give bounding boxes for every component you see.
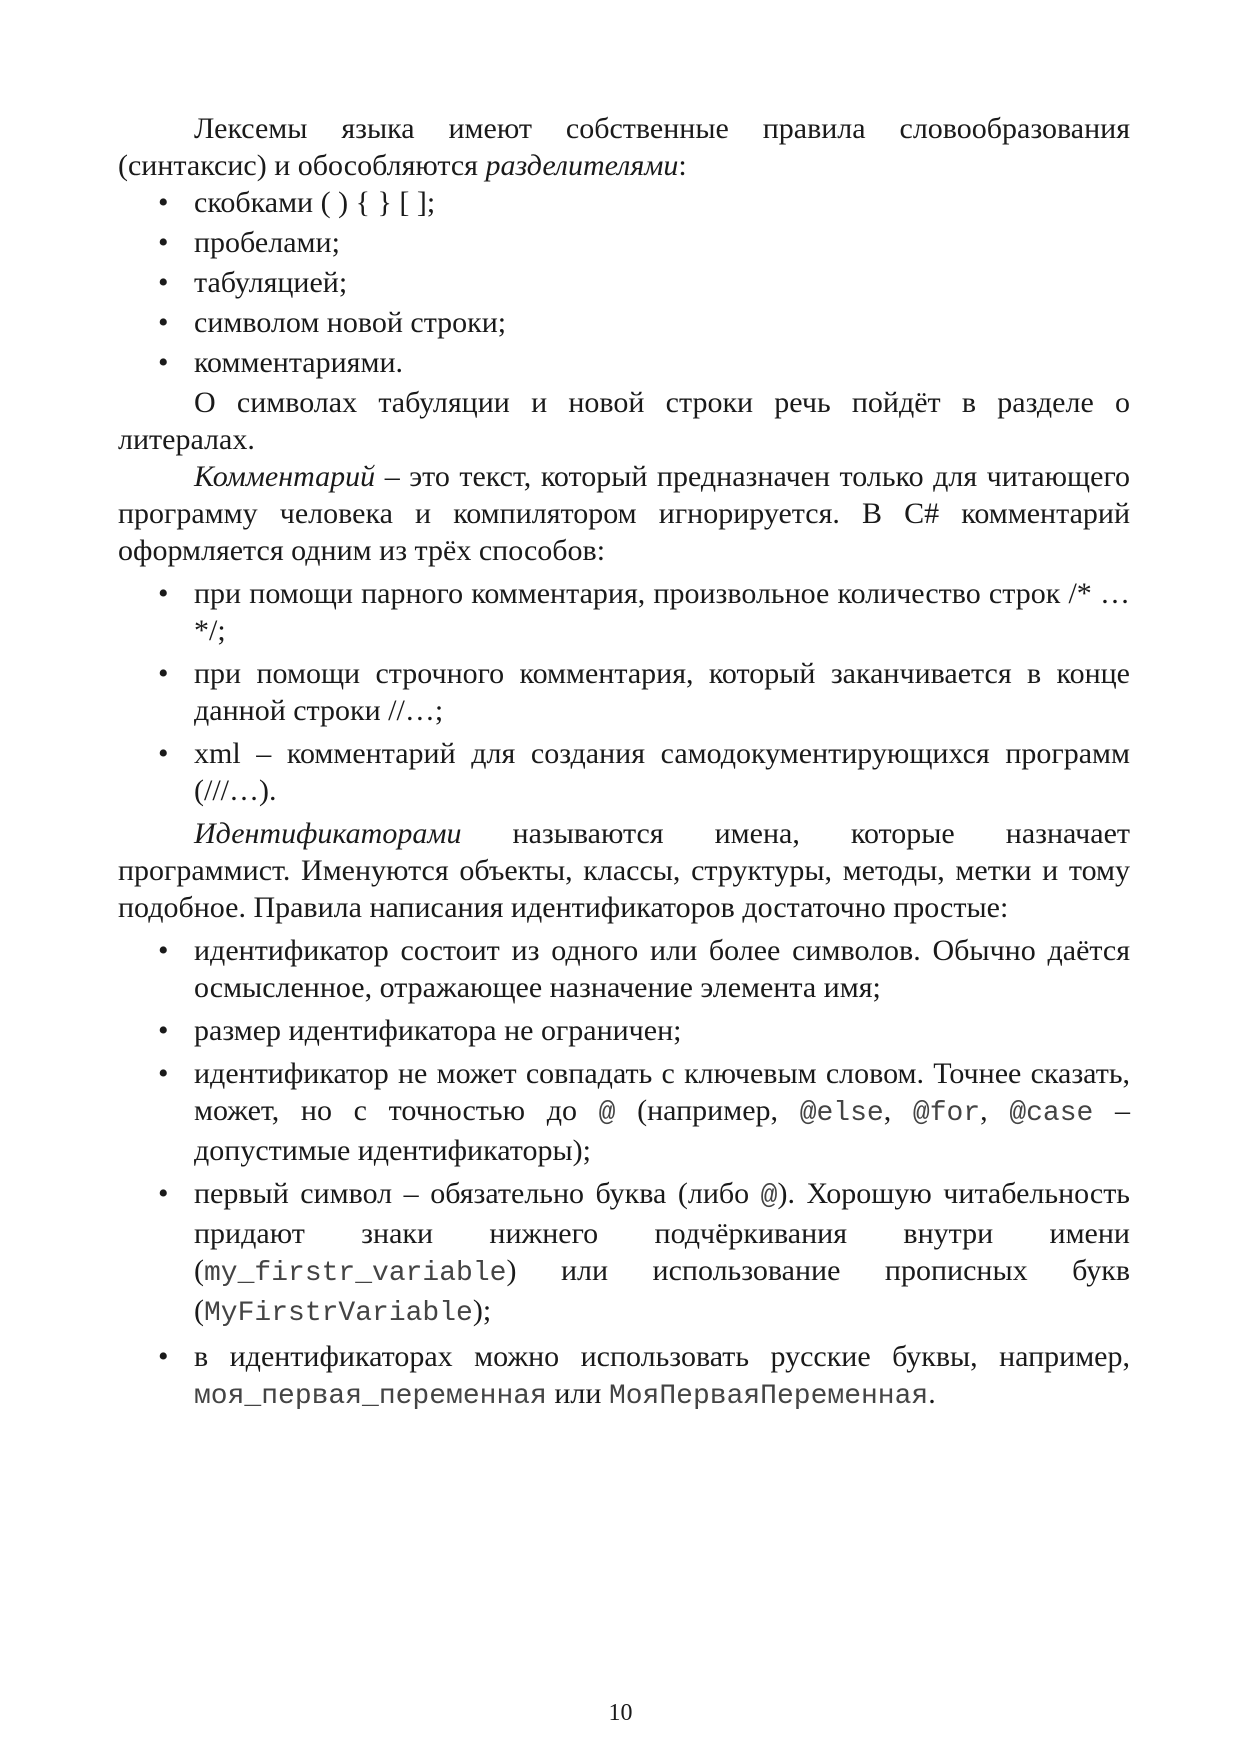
list-item: • пробелами; — [118, 224, 1130, 261]
code-snippet: MyFirstrVariable — [204, 1298, 473, 1329]
list-item: • комментариями. — [118, 344, 1130, 381]
list-item: • размер идентификатора не ограничен; — [118, 1012, 1130, 1049]
code-snippet: @ — [760, 1181, 778, 1212]
comment-ways-list — [118, 575, 1130, 809]
paragraph-tabs: О символах табуляции и новой строки речь пойдёт в разделе о литералах. — [118, 386, 1130, 456]
text: (например, — [615, 1094, 800, 1127]
code-snippet: МояПерваяПеременная — [608, 1381, 929, 1412]
list-item: • при помощи строчного комментария, который заканчивается в конце данной строки //…; — [118, 655, 1130, 729]
term-identifiers: Идентификаторами — [194, 817, 462, 850]
code-snippet: моя_первая_переменная — [194, 1381, 547, 1412]
text: называются имена, которые назначает программист. Именуются объекты, классы, структуры, методы, метки и тому подобное. Правила написания идентификаторов достаточно простые: — [118, 817, 1130, 924]
page-number: 10 — [608, 1700, 633, 1726]
paragraph-identifiers — [118, 815, 1130, 926]
separators-list — [118, 184, 1130, 381]
list-item — [118, 1055, 1130, 1169]
text: в идентификаторах можно использовать русские буквы, например, — [194, 1340, 1130, 1373]
text: ); — [472, 1294, 492, 1327]
identifier-rules-list — [118, 932, 1130, 1415]
list-item: • xml – комментарий для создания самодокументирующихся программ (///…). — [118, 735, 1130, 809]
code-snippet: @else — [799, 1098, 884, 1129]
term-comment: Комментарий — [194, 460, 376, 493]
text: или — [546, 1377, 609, 1410]
list-item: • при помощи парного комментария, произвольное количество строк /* … */; — [118, 575, 1130, 649]
text: Лексемы языка имеют собственные правила словообразования (синтаксис) и обособляются — [118, 112, 1130, 182]
code-snippet: my_firstr_variable — [204, 1258, 507, 1289]
text: – допустимые идентификаторы); — [194, 1094, 1131, 1167]
list-item: • скобками ( ) { } [ ]; — [118, 184, 1130, 221]
code-snippet: @for — [912, 1098, 981, 1129]
text: идентификатор не может совпадать с ключевым словом. Точнее сказать, может, но с точностью до — [194, 1057, 1130, 1127]
list-item — [118, 1175, 1130, 1332]
text: – это текст, который предназначен только для читающего программу человека и компилятором игнорируется. В C# комментарий оформляется одним из трёх способов: — [118, 460, 1130, 567]
list-item: • символом новой строки; — [118, 304, 1130, 341]
text: . — [928, 1377, 936, 1410]
text: , — [980, 1094, 1010, 1127]
list-item: • табуляцией; — [118, 264, 1130, 301]
text: первый символ – обязательно буква (либо — [194, 1177, 761, 1210]
text: , — [883, 1094, 913, 1127]
text: : — [678, 149, 687, 182]
paragraph-lexemes — [118, 110, 1130, 184]
text: ) или использование прописных букв ( — [194, 1254, 1130, 1327]
list-item — [118, 1338, 1130, 1415]
term-separators: разделителями — [485, 149, 679, 182]
list-item: • идентификатор состоит из одного или более символов. Обычно даётся осмысленное, отражающее назначение элемента имя; — [118, 932, 1130, 1006]
text: ). Хорошую читабельность придают знаки нижнего подчёркивания внутри имени ( — [194, 1177, 1130, 1287]
page-body — [118, 110, 1130, 1421]
code-snippet: @ — [598, 1098, 616, 1129]
code-snippet: @case — [1009, 1098, 1094, 1129]
paragraph-comment — [118, 458, 1130, 569]
